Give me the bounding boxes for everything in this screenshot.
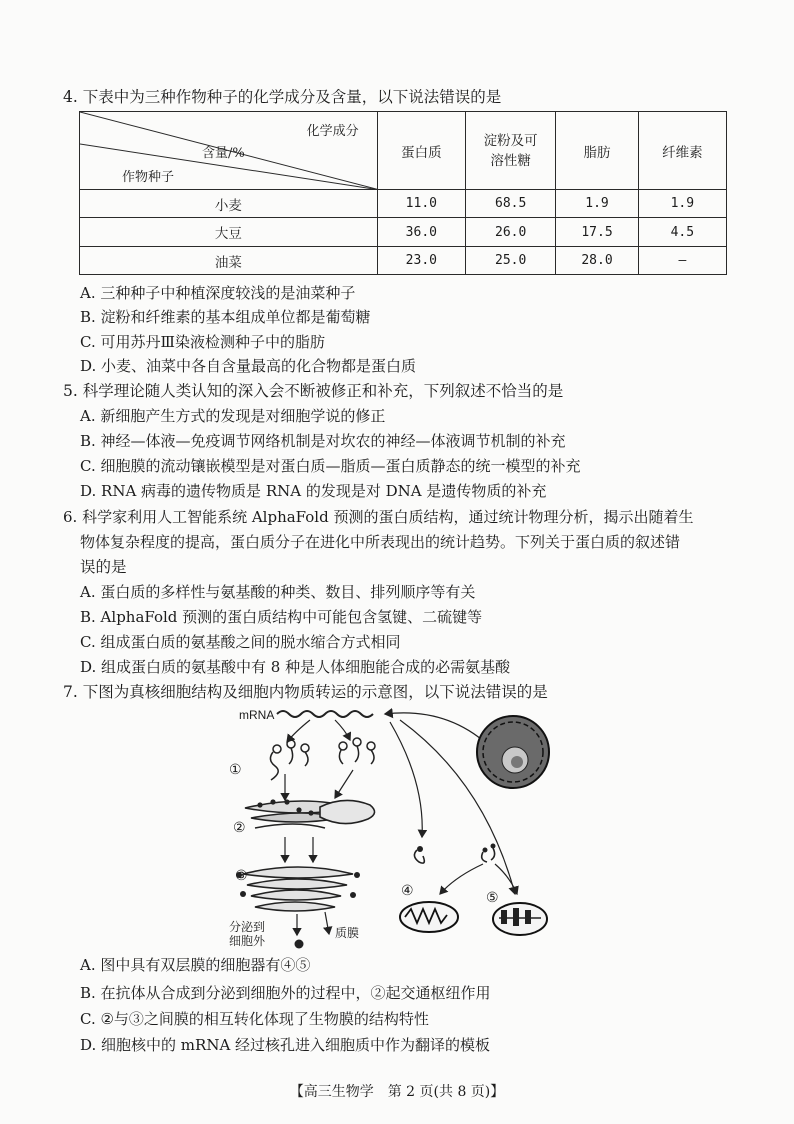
- q6-stem-line2: 物体复杂程度的提高，蛋白质分子在进化中所表现出的统计趋势。下列关于蛋白质的叙述错: [80, 533, 681, 551]
- col-header-starch-line1: 淀粉及可: [483, 132, 538, 149]
- label-mrna: mRNA: [239, 708, 275, 722]
- table-cell: 4.5: [638, 218, 726, 247]
- col-header-cellulose: 纤维素: [638, 112, 726, 190]
- q4-stem: 4. 下表中为三种作物种子的化学成分及含量，以下说法错误的是: [63, 88, 502, 106]
- table-cell: 25.0: [466, 247, 556, 275]
- row-name-wheat: 小麦: [80, 190, 378, 218]
- seed-composition-table: [79, 111, 727, 275]
- q4-option-c: C. 可用苏丹Ⅲ染液检测种子中的脂肪: [80, 333, 325, 351]
- label-secrete-line2: 细胞外: [229, 934, 266, 948]
- q5-option-d: D. RNA 病毒的遗传物质是 RNA 的发现是对 DNA 是遗传物质的补充: [80, 482, 547, 500]
- label-chloroplast-5: ⑤: [486, 889, 499, 905]
- table-cell: 11.0: [377, 190, 465, 218]
- col-header-fat: 脂肪: [556, 112, 638, 190]
- cell-transport-diagram: [225, 702, 565, 952]
- page-footer: 【高三生物学 第 2 页(共 8 页)】: [289, 1084, 505, 1100]
- label-er-2: ②: [233, 819, 246, 835]
- q6-stem-line1: 6. 科学家利用人工智能系统 AlphaFold 预测的蛋白质结构，通过统计物理分析，揭示出随着生: [63, 508, 694, 526]
- corner-label-seed: 作物种子: [122, 170, 175, 185]
- table-cell: —: [638, 247, 726, 275]
- q6-option-a: A. 蛋白质的多样性与氨基酸的种类、数目、排列顺序等有关: [80, 583, 476, 601]
- q7-stem: 7. 下图为真核细胞结构及细胞内物质转运的示意图，以下说法错误的是: [63, 683, 548, 701]
- col-header-protein: 蛋白质: [377, 112, 465, 190]
- corner-label-content: 含量/%: [202, 146, 245, 161]
- q4-option-a: A. 三种种子中种植深度较浅的是油菜种子: [80, 284, 356, 302]
- table-corner-header: [80, 112, 378, 190]
- table-cell: 1.9: [638, 190, 726, 218]
- label-membrane: 质膜: [335, 926, 360, 940]
- q5-stem: 5. 科学理论随人类认知的深入会不断被修正和补充，下列叙述不恰当的是: [63, 382, 564, 400]
- table-row: [80, 247, 727, 275]
- label-ribosome-1: ①: [229, 761, 242, 777]
- q5-option-a: A. 新细胞产生方式的发现是对细胞学说的修正: [80, 407, 386, 425]
- q7-option-c: C. ②与③之间膜的相互转化体现了生物膜的结构特性: [80, 1010, 429, 1028]
- cell-diagram-figure: [225, 702, 565, 952]
- table-cell: 26.0: [466, 218, 556, 247]
- q5-option-c: C. 细胞膜的流动镶嵌模型是对蛋白质—脂质—蛋白质静态的统一模型的补充: [80, 457, 581, 475]
- label-secrete-line1: 分泌到: [229, 920, 266, 934]
- table-cell: 23.0: [377, 247, 465, 275]
- table-cell: 68.5: [466, 190, 556, 218]
- row-name-soybean: 大豆: [80, 218, 378, 247]
- corner-label-component: 化学成分: [306, 124, 359, 139]
- row-name-rapeseed: 油菜: [80, 247, 378, 275]
- q4-option-d: D. 小麦、油菜中各自含量最高的化合物都是蛋白质: [80, 357, 417, 375]
- q6-option-b: B. AlphaFold 预测的蛋白质结构中可能包含氢键、二硫键等: [80, 608, 483, 626]
- q4-option-b: B. 淀粉和纤维素的基本组成单位都是葡萄糖: [80, 308, 371, 326]
- q7-option-d: D. 细胞核中的 mRNA 经过核孔进入细胞质中作为翻译的模板: [80, 1036, 491, 1054]
- label-mitochondrion-4: ④: [401, 882, 414, 898]
- q6-option-c: C. 组成蛋白质的氨基酸之间的脱水缩合方式相同: [80, 633, 401, 651]
- table-row: [80, 218, 727, 247]
- table-cell: 17.5: [556, 218, 638, 247]
- table-row: [80, 190, 727, 218]
- q6-stem-line3: 误的是: [80, 558, 127, 576]
- q7-option-a: A. 图中具有双层膜的细胞器有④⑤: [80, 956, 311, 974]
- col-header-starch-sugar: [466, 112, 556, 190]
- q7-option-b: B. 在抗体从合成到分泌到细胞外的过程中，②起交通枢纽作用: [80, 984, 491, 1002]
- table-cell: 1.9: [556, 190, 638, 218]
- col-header-starch-line2: 溶性糖: [490, 152, 531, 169]
- q6-option-d: D. 组成蛋白质的氨基酸中有 8 种是人体细胞能合成的必需氨基酸: [80, 658, 511, 676]
- table-cell: 36.0: [377, 218, 465, 247]
- label-golgi-3: ③: [235, 867, 248, 883]
- q5-option-b: B. 神经—体液—免疫调节网络机制是对坎农的神经—体液调节机制的补充: [80, 432, 566, 450]
- table-cell: 28.0: [556, 247, 638, 275]
